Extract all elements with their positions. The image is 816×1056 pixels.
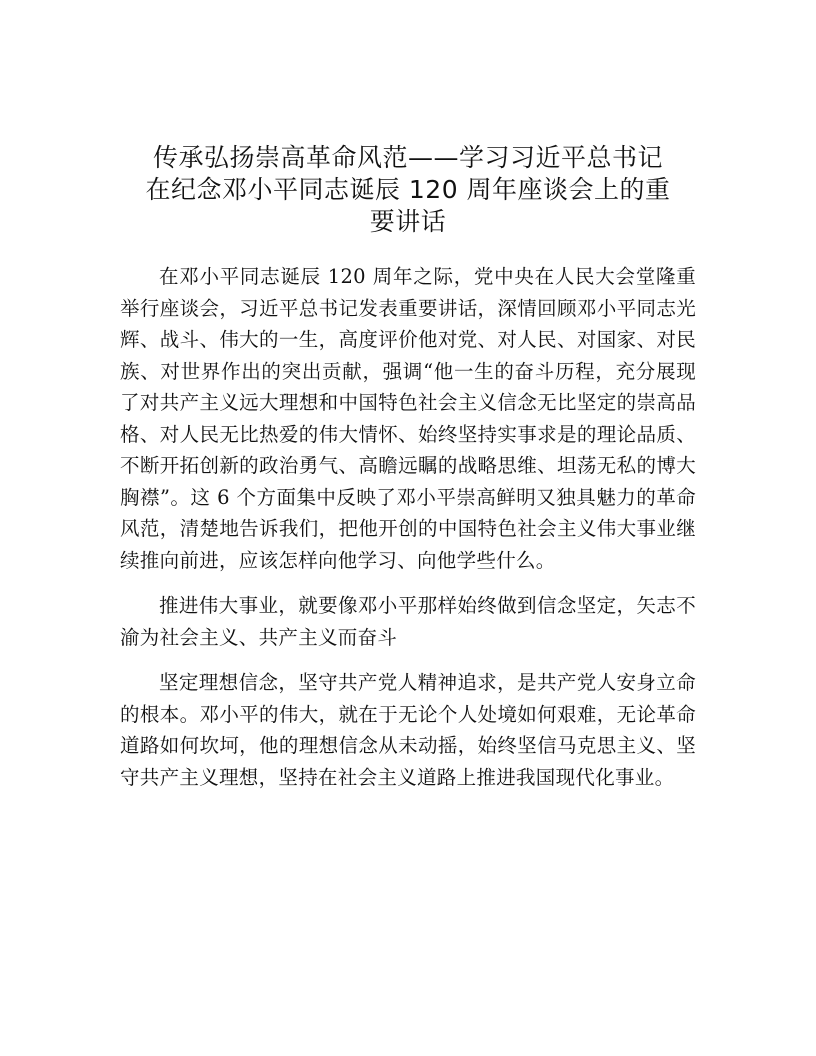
paragraph-section-heading: 推进伟大事业，就要像邓小平那样始终做到信念坚定，矢志不渝为社会主义、共产主义而奋斗: [120, 594, 696, 649]
paragraph-ideals: 坚定理想信念，坚守共产党人精神追求，是共产党人安身立命的根本。邓小平的伟大，就在于无论个人处境如何艰难，无论革命道路如何坎坷，他的理想信念从未动摇，始终坚信马克思主义、坚守共产主义理想，坚持在社会主义道路上推进我国现代化事业。: [120, 671, 696, 789]
document-title: [120, 142, 696, 238]
title-line-1: 传承弘扬崇高革命风范——学习习近平总书记: [152, 143, 663, 172]
paragraph-intro: 在邓小平同志诞辰 120 周年之际，党中央在人民大会堂隆重举行座谈会，习近平总书记发表重要讲话，深情回顾邓小平同志光辉、战斗、伟大的一生，高度评价他对党、对人民、对国家、对民族、对世界作出的突出贡献，强调“他一生的奋斗历程，充分展现了对共产主义远大理想和中国特色社会主义信念无比坚定的崇高品格、对人民无比热爱的伟大情怀、始终坚持实事求是的理论品质、不断开拓创新的政治勇气、高瞻远瞩的战略思维、坦荡无私的博大胸襟”。这 6 个方面集中反映了邓小平崇高鲜明又独具魅力的革命风范，清楚地告诉我们，把他开创的中国特色社会主义伟大事业继续推向前进，应该怎样向他学习、向他学些什么。: [120, 265, 696, 572]
title-line-3: 要讲话: [369, 207, 447, 236]
document-content: [120, 142, 696, 793]
title-line-2: 在纪念邓小平同志诞辰 120 周年座谈会上的重: [145, 175, 671, 204]
